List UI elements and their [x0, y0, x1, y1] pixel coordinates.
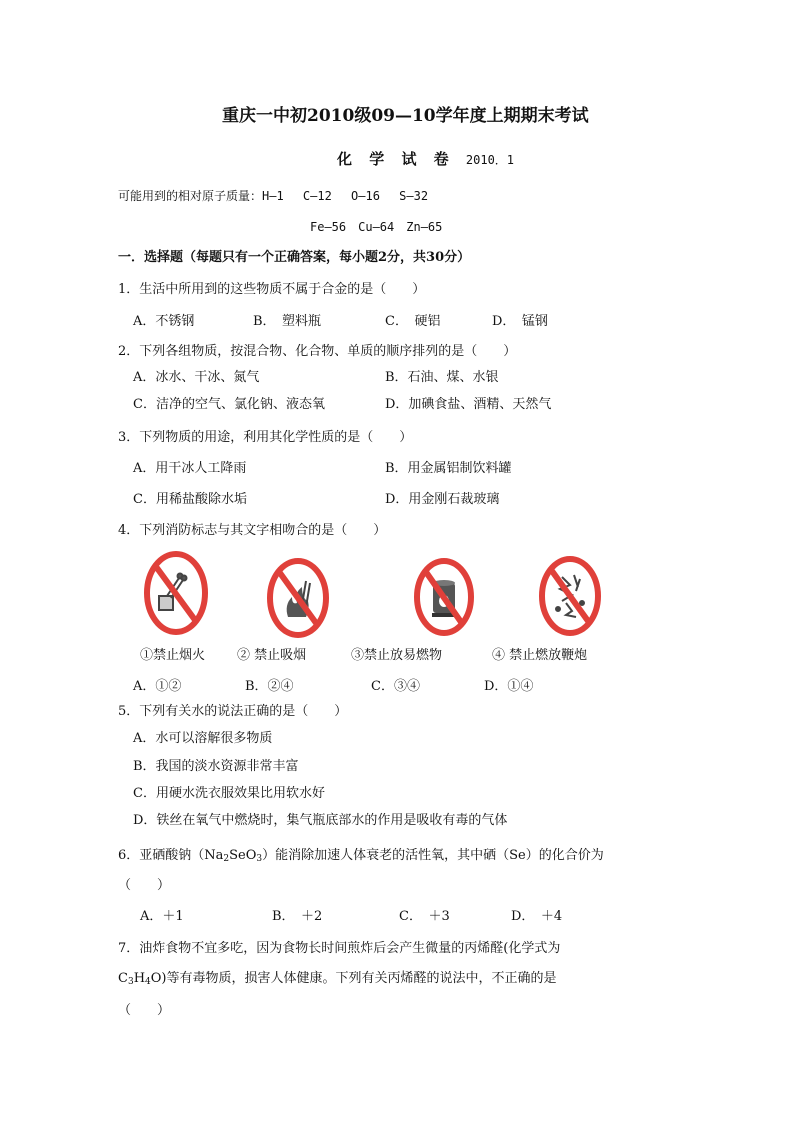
q6-sub-1: 2: [223, 854, 230, 864]
question-5-option-c: C．用硬水洗衣服效果比用软水好: [133, 786, 325, 801]
section-heading: 一．选择题（每题只有一个正确答案，每小题2分，共30分）: [118, 250, 471, 265]
q7-sub-4: 4: [145, 977, 151, 987]
question-1-option-d: D． 锰钢: [492, 314, 548, 329]
q6-stem-post: ）能消除加速人体衰老的活性氧，其中硒（Se）的化合价为: [262, 848, 604, 863]
atomic-mass-line-1: 可能用到的相对原子质量：H—1 C—12 O—16 S—32: [118, 189, 429, 203]
question-7-stem-line-2: [118, 971, 557, 990]
no-fireworks-icon: [538, 555, 602, 637]
question-1-option-b: B． 塑料瓶: [253, 314, 322, 329]
question-6-option-b: B． ＋2: [272, 909, 323, 924]
question-1-stem: 1．生活中所用到的这些物质不属于合金的是（ ）: [118, 282, 426, 297]
question-1-option-c: C． 硬铝: [385, 314, 441, 329]
question-3-option-a: A．用干冰人工降雨: [133, 461, 247, 476]
sign-label-1: ①禁止烟火: [140, 648, 206, 663]
question-5-option-d: D．铁丝在氧气中燃烧时，集气瓶底部水的作用是吸收有毒的气体: [133, 813, 508, 828]
question-2-option-d: D．加碘食盐、酒精、天然气: [385, 397, 552, 412]
question-4-option-a: A．①②: [133, 679, 182, 694]
question-6-option-c: C． ＋3: [399, 909, 450, 924]
q6-stem-pre: 6．亚硒酸钠（Na: [118, 848, 224, 863]
exam-subtitle: [337, 151, 514, 168]
question-6-stem: [118, 848, 604, 867]
question-6-answer-paren: （ ）: [118, 878, 171, 893]
q7-formula-h: H: [133, 971, 146, 986]
question-3-stem: 3．下列物质的用途，利用其化学性质的是（ ）: [118, 430, 413, 445]
exam-title: 重庆一中初2010级09—10学年度上期期末考试: [222, 106, 589, 126]
question-6-option-a: A．＋1: [140, 909, 184, 924]
no-flammables-icon: [413, 557, 475, 637]
sign-label-2: ② 禁止吸烟: [237, 648, 307, 663]
question-3-option-b: B．用金属铝制饮料罐: [385, 461, 512, 476]
question-3-option-c: C．用稀盐酸除水垢: [133, 492, 247, 507]
q6-stem-mid: SeO: [229, 848, 257, 863]
question-5-option-a: A．水可以溶解很多物质: [133, 731, 273, 746]
question-6-option-d: D． ＋4: [511, 909, 563, 924]
sign-label-4: ④ 禁止燃放鞭炮: [492, 648, 588, 663]
question-2-stem: 2．下列各组物质，按混合物、化合物、单质的顺序排列的是（ ）: [118, 344, 517, 359]
sign-label-3: ③禁止放易燃物: [351, 648, 443, 663]
q7-stem-post: O)等有毒物质，损害人体健康。下列有关丙烯醛的说法中，不正确的是: [150, 971, 557, 986]
atomic-mass-line-2: Fe—56 Cu—64 Zn—65: [310, 220, 443, 234]
q7-formula-c: C: [118, 971, 128, 986]
question-4-option-c: C．③④: [371, 679, 420, 694]
question-2-option-a: A．冰水、干冰、氮气: [133, 370, 260, 385]
question-5-stem: 5．下列有关水的说法正确的是（ ）: [118, 704, 348, 719]
no-matches-icon: [143, 550, 209, 636]
q6-sub-2: 3: [256, 854, 263, 864]
question-4-option-b: B．②④: [245, 679, 294, 694]
question-3-option-d: D．用金刚石裁玻璃: [385, 492, 500, 507]
question-2-option-b: B．石油、煤、水银: [385, 370, 499, 385]
question-4-stem: 4．下列消防标志与其文字相吻合的是（ ）: [118, 523, 387, 538]
question-7-stem-line-1: 7．油炸食物不宜多吃，因为食物长时间煎炸后会产生微量的丙烯醛(化学式为: [118, 941, 561, 956]
subject-name: 化 学 试 卷: [337, 150, 455, 168]
q7-sub-3: 3: [127, 977, 134, 987]
question-5-option-b: B．我国的淡水资源非常丰富: [133, 759, 299, 774]
question-2-option-c: C．洁净的空气、氯化钠、液态氧: [133, 397, 325, 412]
question-7-answer-paren: （ ）: [118, 1003, 171, 1018]
question-4-option-d: D．①④: [484, 679, 534, 694]
no-fire-icon: [266, 557, 330, 639]
exam-date: 2010．1: [465, 153, 515, 167]
question-1-option-a: A．不锈钢: [133, 314, 195, 329]
